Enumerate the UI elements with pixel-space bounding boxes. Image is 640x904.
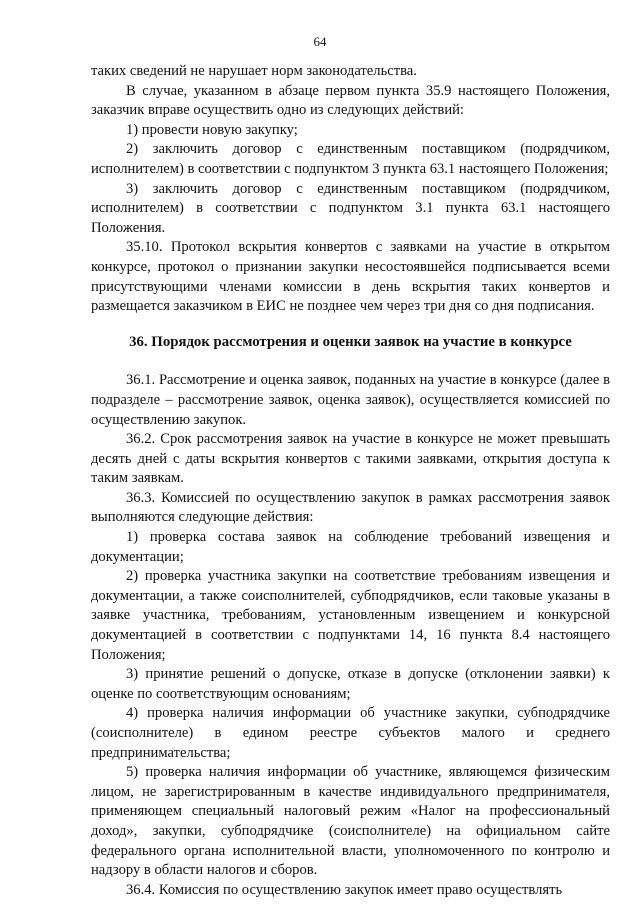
list-item: 1) проверка состава заявок на соблюдение требований извещения и документации; xyxy=(91,529,610,565)
paragraph-36-2: 36.2. Срок рассмотрения заявок на участие в конкурсе не может превышать десять дней с даты вскрытия конвертов с такими заявками, открытия доступа к таким заявкам. xyxy=(91,431,610,487)
paragraph-36-3: 36.3. Комиссией по осуществлению закупок в рамках рассмотрения заявок выполняются следующие действия: xyxy=(91,489,610,526)
document-body xyxy=(91,62,610,900)
list-item: 2) проверка участника закупки на соответствие требованиям извещения и документации, а также соисполнителей, субподрядчиков, если таковые указаны в заявке участника, требованиям, установленным извещением и конкурсной документацией в соответствии с подпунктами 14, 16 пункта 8.4 настоящего Положения; xyxy=(91,568,610,663)
list-item: 5) проверка наличия информации об участнике, являющемся физическим лицом, не зарегистрированным в качестве индивидуального предпринимателя, применяющем специальный налоговый режим «Налог на профессиональный доход», закупки, субподрядчике (соисполнителе) на официальном сайте федерального органа исполнительной власти, уполномоченного по контролю и надзору в области налогов и сборов. xyxy=(91,764,610,879)
list-item: 1) провести новую закупку; xyxy=(126,121,298,138)
paragraph: В случае, указанном в абзаце первом пункта 35.9 настоящего Положения, заказчик вправе осуществить одно из следующих действий: xyxy=(91,82,610,119)
list-item: 3) принятие решений о допуске, отказе в допуске (отклонении заявки) к оценке по соответствующим основаниям; xyxy=(91,666,610,702)
list-item: 3) заключить договор с единственным поставщиком (подрядчиком, исполнителем) в соответствии с подпунктом 3.1 пункта 63.1 настоящего Положения. xyxy=(91,180,610,236)
section-heading: 36. Порядок рассмотрения и оценки заявок на участие в конкурсе xyxy=(129,333,572,350)
paragraph-36-4: 36.4. Комиссия по осуществлению закупок имеет право осуществлять xyxy=(126,881,563,898)
paragraph-36-1: 36.1. Рассмотрение и оценка заявок, поданных на участие в конкурсе (далее в подразделе – рассмотрение заявок, оценка заявок), осуществляется комиссией по осуществлению закупок. xyxy=(91,372,610,428)
list-item: 2) заключить договор с единственным поставщиком (подрядчиком, исполнителем) в соответствии с подпунктом 3 пункта 63.1 настоящего Положения; xyxy=(91,141,610,177)
page-number: 64 xyxy=(313,34,327,49)
paragraph-continuation: таких сведений не нарушает норм законодательства. xyxy=(91,63,417,79)
list-item: 4) проверка наличия информации об участнике закупки, субподрядчике (соисполнителе) в едином реестре субъектов малого и среднего предпринимательства; xyxy=(91,705,610,761)
paragraph-35-10: 35.10. Протокол вскрытия конвертов с заявками на участие в открытом конкурсе, протокол о признании закупки несостоявшейся подписывается всеми присутствующими членами комиссии в день вскрытия таких конвертов и размещается заказчиком в ЕИС не позднее чем через три дня со дня подписания. xyxy=(91,239,610,315)
